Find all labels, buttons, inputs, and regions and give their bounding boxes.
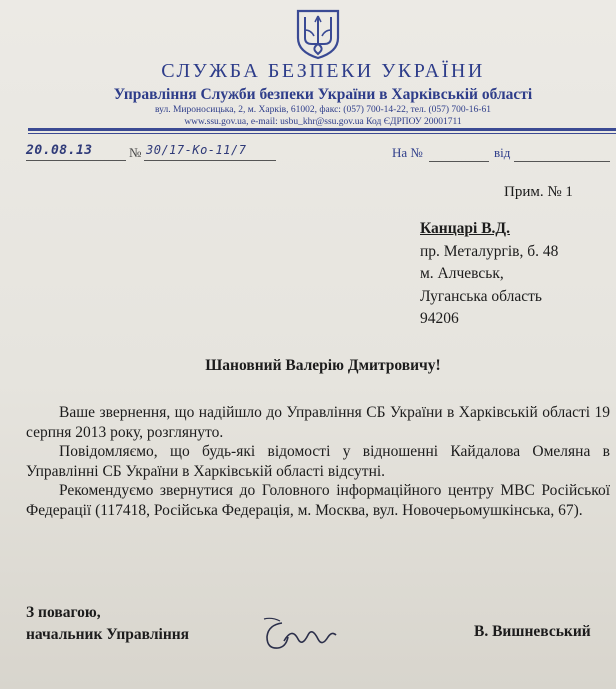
greeting: Шановний Валерію Дмитровичу! [205, 357, 441, 374]
recipient-name: Канцарі В.Д. [420, 220, 510, 237]
letterhead-rule-thin [28, 133, 616, 134]
closing-block [26, 602, 189, 646]
closing-regards: З повагою, [26, 604, 101, 621]
trident-emblem-icon [294, 8, 342, 60]
reply-to-label: На № [392, 145, 423, 160]
organization-name: СЛУЖБА БЕЗПЕКИ УКРАЇНИ [161, 60, 485, 82]
signer-name: В. Вишневський [474, 623, 591, 640]
closing-title: начальник Управління [26, 626, 190, 643]
recipient-city: м. Алчевськ, [420, 265, 504, 282]
department-name: Управління Служби безпеки України в Харківській області [113, 86, 533, 103]
reply-from-label: від [494, 145, 511, 160]
body-paragraph: Рекомендуємо звернутися до Головного інформаційного центру МВС Російської Федерації (117418, Російська Федерація, м. Москва, вул. Новочерьомушкінська, 67). [26, 482, 610, 519]
reference-date: 20.08.13 [26, 143, 93, 158]
letterhead-rule-thick [28, 128, 616, 131]
outgoing-reference [26, 143, 276, 163]
recipient-block [420, 218, 558, 331]
attachment-note: Прим. № 1 [504, 184, 573, 200]
number-underline [144, 160, 276, 161]
handwritten-signature-icon [262, 615, 340, 655]
body-paragraph: Ваше звернення, що надійшло до Управління СБ України в Харківській області 19 серпня 2013 року, розглянуто. [26, 404, 610, 441]
recipient-postcode: 94206 [420, 310, 459, 327]
date-underline [26, 160, 126, 161]
address-line-1: вул. Мироносицька, 2, м. Харків, 61002, факс: (057) 700-14-22, тел. (057) 700-16-61 [155, 105, 491, 115]
letterhead-address [0, 105, 616, 128]
body-paragraph: Повідомляємо, що будь-які відомості у відношенні Кайдалова Омеляна в Управлінні СБ України в Харківській області відсутні. [26, 443, 610, 480]
reference-number-sign: № [129, 145, 142, 160]
letter-body [26, 403, 610, 520]
address-line-2: www.ssu.gov.ua, e-mail: usbu_khr@ssu.gov.ua Код ЄДРПОУ 20001711 [184, 116, 462, 127]
reply-number-underline [429, 161, 489, 162]
reference-number: 30/17-Ко-11/7 [146, 143, 247, 157]
recipient-street: пр. Металургів, б. 48 [420, 242, 559, 260]
reply-date-underline [514, 161, 610, 162]
recipient-region: Луганська область [420, 287, 542, 305]
